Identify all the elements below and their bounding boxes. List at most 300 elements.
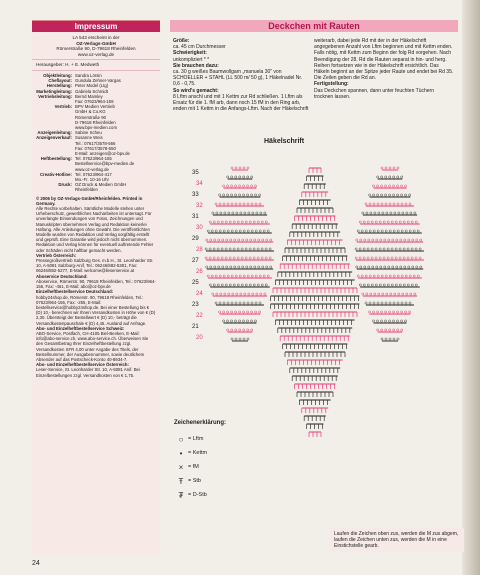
- chain-loop: [373, 275, 375, 277]
- chain-loop: [237, 221, 239, 223]
- chain-loop: [385, 275, 387, 277]
- chain-loop: [225, 248, 227, 250]
- finishing-text: Das Deckchen spannen, dann unter feuchten Tüchern trocknen lassen.: [314, 87, 434, 100]
- chain-loop: [227, 329, 229, 331]
- chain-loop: [247, 230, 249, 232]
- chain-loop: [381, 338, 383, 340]
- chain-loop: [250, 239, 252, 241]
- chain-loop: [241, 284, 243, 286]
- impressum-box: [32, 20, 160, 556]
- staff-name: Tel. 07623/964-155 Bestellservice@bpv-medien.de www.oz-verlag.de: [75, 156, 135, 172]
- chain-loop: [238, 266, 240, 268]
- chain-loop: [409, 311, 411, 313]
- chain-loop: [397, 302, 399, 304]
- chain-loop: [377, 311, 379, 313]
- staff-role: Cheflayout:: [48, 78, 72, 84]
- chain-loop: [231, 329, 233, 331]
- chain-loop: [377, 275, 379, 277]
- chain-loop: [365, 230, 367, 232]
- chain-loop: [225, 284, 227, 286]
- chain-loop: [206, 239, 208, 241]
- staff-name: Sabine Scheu: [75, 130, 102, 136]
- staff-role: Vertriebsleitung:: [38, 93, 72, 99]
- chain-loop: [230, 239, 232, 241]
- staff-row: [34, 172, 158, 182]
- chain-loop: [396, 266, 398, 268]
- chain-loop: [374, 293, 376, 295]
- legend-label: = Lftm: [188, 436, 204, 442]
- chain-loop: [239, 329, 241, 331]
- chain-loop: [391, 248, 393, 250]
- chain-loop: [385, 203, 387, 205]
- chain-loop: [381, 302, 383, 304]
- chain-loop: [225, 257, 227, 259]
- chain-loop: [366, 293, 368, 295]
- chain-loop: [377, 302, 379, 304]
- staff-role: Heftbestellung:: [40, 156, 72, 162]
- chain-loop: [401, 194, 403, 196]
- staff-role: Creativ-Hotline:: [40, 171, 72, 177]
- chain-loop: [403, 284, 405, 286]
- chain-loop: [240, 212, 242, 214]
- chain-loop: [231, 275, 233, 277]
- chain-loop: [404, 320, 406, 322]
- staff-row: [34, 135, 158, 156]
- chain-loop: [379, 248, 381, 250]
- legend-row: [174, 432, 254, 446]
- chain-loop: [259, 203, 261, 205]
- chain-loop: [407, 257, 409, 259]
- abo-at-heading: Abo- und Einzelheftbestellservice Österreich:: [36, 362, 129, 368]
- chain-loop: [361, 275, 363, 277]
- einzel-de-heading: Einzelheftbestellservice Deutschland:: [36, 289, 114, 295]
- chain-loop: [365, 275, 367, 277]
- chain-loop: [264, 293, 266, 295]
- chain-loop: [212, 212, 214, 214]
- chain-loop: [234, 266, 236, 268]
- chain-loop: [219, 275, 221, 277]
- chain-loop: [239, 194, 241, 196]
- chain-loop: [361, 230, 363, 232]
- chain-loop: [251, 194, 253, 196]
- chain-loop: [363, 257, 365, 259]
- material-heading: Sie brauchen dazu:: [173, 62, 219, 69]
- chain-loop: [397, 176, 399, 178]
- chain-loop: [394, 212, 396, 214]
- chain-loop: [381, 194, 383, 196]
- chain-loop: [216, 212, 218, 214]
- chain-loop: [218, 266, 220, 268]
- chain-loop: [357, 230, 359, 232]
- chain-loop: [406, 212, 408, 214]
- chain-loop: [247, 194, 249, 196]
- difficulty-text: unkompliziert * *: [173, 56, 210, 63]
- chain-loop: [222, 266, 224, 268]
- chain-loop: [247, 311, 249, 313]
- chain-loop: [387, 257, 389, 259]
- chain-loop: [410, 212, 412, 214]
- chain-loop: [260, 212, 262, 214]
- chain-loop: [402, 212, 404, 214]
- chain-loop: [221, 257, 223, 259]
- chain-loop: [381, 275, 383, 277]
- row-label: 22: [196, 313, 203, 319]
- chain-loop: [359, 284, 361, 286]
- chain-loop: [227, 194, 229, 196]
- chain-loop: [265, 221, 267, 223]
- chain-loop: [252, 293, 254, 295]
- page-number: 24: [32, 560, 40, 567]
- chain-loop: [364, 239, 366, 241]
- chain-loop: [416, 266, 418, 268]
- chain-loop: [243, 176, 245, 178]
- chain-loop: [231, 338, 233, 340]
- chain-loop: [237, 284, 239, 286]
- legend-row: [174, 474, 254, 488]
- chain-loop: [356, 239, 358, 241]
- chain-loop: [376, 185, 378, 187]
- chain-loop: [234, 239, 236, 241]
- chain-loop: [372, 320, 374, 322]
- chain-loop: [256, 212, 258, 214]
- chain-loop: [399, 284, 401, 286]
- chain-loop: [267, 230, 269, 232]
- legend-row: [174, 446, 254, 460]
- chain-loop: [389, 194, 391, 196]
- staff-name: Gundula Zehner-Vargas: [75, 78, 121, 84]
- chain-loop: [400, 320, 402, 322]
- chain-loop: [226, 185, 228, 187]
- chain-loop: [209, 248, 211, 250]
- chain-loop: [363, 248, 365, 250]
- chain-loop: [420, 266, 422, 268]
- chain-loop: [408, 266, 410, 268]
- chain-loop: [235, 167, 237, 169]
- einzel-de-text: hobby24shop.de, Römerstr. 90, 79618 Rheinfelden, Tel.: 07623/964-155, Fax: -255, E-Mail: bestellservice@hobby24shop.de. Bei einer Bestellung bis € (D) 10,- berechnen wir Ihnen Versandkosten in Höhe von € (D) 2,30. Übersteigt der Bestellwert € (D) 10,- beträgt die Versandkostenpauschale € (D) 4,45. Ausland auf Anfrage.: [36, 294, 156, 326]
- chain-loop: [231, 176, 233, 178]
- chain-loop: [248, 212, 250, 214]
- chain-loop: [409, 203, 411, 205]
- chain-loop: [222, 185, 224, 187]
- chain-loop: [373, 203, 375, 205]
- chain-loop: [261, 221, 263, 223]
- chain-loop: [246, 266, 248, 268]
- chain-loop: [359, 248, 361, 250]
- legend-symbol-icon: Ŧ: [178, 476, 184, 486]
- chain-loop: [355, 248, 357, 250]
- chain-loop: [222, 239, 224, 241]
- chain-loop: [251, 275, 253, 277]
- chain-loop: [401, 311, 403, 313]
- chain-loop: [389, 302, 391, 304]
- chain-loop: [261, 248, 263, 250]
- staff-name: BPV Medien Vertrieb GmbH & Co.KG Römerstraße 90 D-79618 Rheinfelden www.bpv-medien.com: [75, 104, 118, 130]
- chain-loop: [259, 311, 261, 313]
- vertrieb-at-text: Pressegroßvertrieb Salzburg Ges. m.b.H., St. Leonharder Str. 10, A-5081 Salzburg-Anif, Tel.: 06246/882-5381, Fax: 06246/882-5277, E-Mail: welcome@ileserservice.at: [36, 258, 154, 274]
- chain-loop: [384, 239, 386, 241]
- chain-loop: [257, 221, 259, 223]
- chain-loop: [253, 257, 255, 259]
- chain-loop: [257, 248, 259, 250]
- chain-loop: [362, 212, 364, 214]
- row-label: 33: [192, 192, 199, 198]
- chain-loop: [207, 275, 209, 277]
- chain-loop: [393, 311, 395, 313]
- chain-loop: [393, 194, 395, 196]
- chain-loop: [385, 302, 387, 304]
- chain-loop: [245, 248, 247, 250]
- chain-loop: [237, 248, 239, 250]
- chain-loop: [381, 176, 383, 178]
- chain-loop: [249, 248, 251, 250]
- row-label: 26: [196, 269, 203, 275]
- chain-loop: [253, 221, 255, 223]
- chain-loop: [236, 212, 238, 214]
- chain-loop: [247, 302, 249, 304]
- chain-loop: [380, 266, 382, 268]
- chain-loop: [387, 248, 389, 250]
- staff-role: Anzeigenverkauf:: [36, 135, 72, 141]
- chain-loop: [231, 230, 233, 232]
- chain-loop: [240, 293, 242, 295]
- chain-loop: [411, 248, 413, 250]
- chain-loop: [388, 266, 390, 268]
- chain-loop: [360, 266, 362, 268]
- chain-loop: [399, 257, 401, 259]
- chain-loop: [384, 185, 386, 187]
- chain-loop: [355, 257, 357, 259]
- chain-loop: [396, 239, 398, 241]
- abo-de-heading: Aboservice Deutschland:: [36, 273, 88, 279]
- chain-loop: [381, 329, 383, 331]
- chain-loop: [243, 302, 245, 304]
- staff-role: Druck:: [58, 182, 72, 188]
- impressum-title: Impressum: [32, 21, 160, 32]
- chain-loop: [226, 239, 228, 241]
- chain-loop: [404, 185, 406, 187]
- chain-loop: [376, 266, 378, 268]
- chain-loop: [371, 284, 373, 286]
- chain-loop: [229, 221, 231, 223]
- chain-loop: [226, 266, 228, 268]
- chain-loop: [365, 203, 367, 205]
- chain-loop: [388, 320, 390, 322]
- staff-row: [34, 94, 158, 104]
- chain-loop: [392, 320, 394, 322]
- chain-loop: [215, 203, 217, 205]
- chain-loop: [397, 203, 399, 205]
- chain-loop: [242, 239, 244, 241]
- chain-loop: [264, 212, 266, 214]
- chain-loop: [403, 221, 405, 223]
- chain-loop: [231, 311, 233, 313]
- row-label: 21: [192, 324, 199, 330]
- chain-loop: [223, 302, 225, 304]
- chain-loop: [383, 257, 385, 259]
- chain-loop: [415, 257, 417, 259]
- chain-loop: [242, 185, 244, 187]
- chain-loop: [363, 284, 365, 286]
- chain-loop: [401, 203, 403, 205]
- chain-loop: [393, 275, 395, 277]
- chain-loop: [398, 212, 400, 214]
- staff-role: Objektleitung:: [43, 72, 72, 78]
- chain-loop: [360, 239, 362, 241]
- staff-role: Marketingleitung:: [36, 88, 72, 94]
- chain-loop: [221, 248, 223, 250]
- abo-de-text: Aboservice, Römerstr. 90, 79618 Rheinfelden, Tel.: 07623/964-156, Fax: -461, E-Mail: abo@oz-bpv.de: [36, 278, 156, 290]
- legend-symbol-icon: ₮: [178, 490, 184, 500]
- chain-loop: [385, 176, 387, 178]
- chain-loop: [393, 329, 395, 331]
- chain-loop: [404, 239, 406, 241]
- chain-loop: [217, 248, 219, 250]
- difficulty-heading: Schwierigkeit:: [173, 50, 207, 57]
- staff-name: Gabriela Schmidt: [75, 88, 108, 94]
- chain-loop: [211, 275, 213, 277]
- chain-loop: [227, 176, 229, 178]
- chain-loop: [247, 176, 249, 178]
- chain-loop: [377, 230, 379, 232]
- chain-loop: [235, 230, 237, 232]
- chain-loop: [239, 338, 241, 340]
- chain-loop: [213, 257, 215, 259]
- chain-loop: [383, 221, 385, 223]
- chain-loop: [367, 257, 369, 259]
- chain-loop: [244, 293, 246, 295]
- chain-loop: [261, 284, 263, 286]
- finishing-heading: Fertigstellung:: [314, 81, 349, 88]
- chain-loop: [231, 302, 233, 304]
- chain-loop: [411, 221, 413, 223]
- chain-loop: [395, 248, 397, 250]
- row-label: 28: [196, 247, 203, 253]
- chain-loop: [219, 302, 221, 304]
- chain-loop: [372, 239, 374, 241]
- chain-loop: [233, 221, 235, 223]
- chain-loop: [255, 194, 257, 196]
- chain-loop: [405, 302, 407, 304]
- chain-loop: [254, 239, 256, 241]
- chain-loop: [383, 284, 385, 286]
- chain-loop: [234, 320, 236, 322]
- chain-loop: [255, 203, 257, 205]
- staff-name: OZ Druck & Medien GmbH Rheinfelden: [75, 182, 127, 193]
- method-text: 8 Lftm anschl und mit 1 Kettm zur Rd schließen. 1 Lftm als Ersatz für die 1. fM arb, dann noch 15 fM in den Ring arb, enden mit 1 Kettm in die Anfangs-Lftm. Nach der Häkelschrift: [173, 93, 309, 113]
- method-heading: So wird's gemacht:: [173, 87, 219, 94]
- chain-loop: [384, 266, 386, 268]
- chain-loop: [405, 194, 407, 196]
- chain-loop: [377, 329, 379, 331]
- chain-loop: [260, 293, 262, 295]
- chain-loop: [238, 185, 240, 187]
- legend-symbol-icon: ×: [178, 462, 184, 472]
- chain-loop: [412, 266, 414, 268]
- chain-loop: [209, 221, 211, 223]
- chain-loop: [230, 266, 232, 268]
- chain-loop: [381, 230, 383, 232]
- legend-label: = Stb: [188, 478, 201, 484]
- chain-loop: [261, 257, 263, 259]
- chain-loop: [230, 320, 232, 322]
- chain-loop: [258, 266, 260, 268]
- chart-title: Häkelschrift: [264, 138, 305, 145]
- material-text: ca. 30 g weißes Baumwollgarn „manuela 30" von SCHOELLER + STAHL (LL 500 m/ 50 g), 1 Häkelnadel Nr. 0,6 - 0,75.: [173, 69, 303, 88]
- chain-loop: [215, 275, 217, 277]
- chain-loop: [249, 221, 251, 223]
- chain-loop: [384, 320, 386, 322]
- chain-loop: [246, 185, 248, 187]
- chain-loop: [247, 329, 249, 331]
- chain-loop: [405, 311, 407, 313]
- chain-loop: [359, 221, 361, 223]
- chain-loop: [243, 311, 245, 313]
- chain-loop: [263, 275, 265, 277]
- chain-loop: [381, 167, 383, 169]
- chain-loop: [390, 293, 392, 295]
- chain-loop: [393, 167, 395, 169]
- chain-loop: [257, 284, 259, 286]
- row-label: 20: [196, 335, 203, 341]
- chain-loop: [235, 275, 237, 277]
- chain-loop: [398, 293, 400, 295]
- chain-loop: [228, 293, 230, 295]
- chain-loop: [372, 185, 374, 187]
- staff-role: Vertrieb:: [54, 104, 72, 110]
- chain-loop: [229, 257, 231, 259]
- chain-loop: [405, 275, 407, 277]
- row-label: 29: [192, 236, 199, 242]
- chain-loop: [239, 203, 241, 205]
- size-heading: Größe:: [173, 38, 190, 44]
- chain-loop: [394, 293, 396, 295]
- chain-loop: [234, 185, 236, 187]
- chain-loop: [231, 167, 233, 169]
- chain-loop: [233, 284, 235, 286]
- chain-loop: [214, 239, 216, 241]
- chain-loop: [409, 275, 411, 277]
- size-text: ca. 45 cm Durchmesser: [173, 44, 226, 51]
- chain-loop: [403, 257, 405, 259]
- chain-loop: [385, 167, 387, 169]
- chain-loop: [373, 230, 375, 232]
- chain-loop: [409, 194, 411, 196]
- chain-loop: [375, 248, 377, 250]
- chain-loop: [379, 284, 381, 286]
- chain-loop: [399, 248, 401, 250]
- chain-loop: [222, 320, 224, 322]
- chain-loop: [389, 230, 391, 232]
- chain-loop: [402, 293, 404, 295]
- chain-loop: [419, 257, 421, 259]
- chain-loop: [369, 275, 371, 277]
- chain-loop: [238, 239, 240, 241]
- chain-loop: [241, 248, 243, 250]
- chain-loop: [209, 284, 211, 286]
- staff-row: [34, 182, 158, 192]
- chain-loop: [236, 293, 238, 295]
- chain-loop: [250, 320, 252, 322]
- chain-loop: [265, 284, 267, 286]
- chain-loop: [247, 167, 249, 169]
- chain-loop: [254, 266, 256, 268]
- chain-loop: [206, 266, 208, 268]
- chain-loop: [227, 203, 229, 205]
- chain-loop: [401, 275, 403, 277]
- chain-loop: [209, 257, 211, 259]
- chain-loop: [211, 230, 213, 232]
- chain-loop: [401, 230, 403, 232]
